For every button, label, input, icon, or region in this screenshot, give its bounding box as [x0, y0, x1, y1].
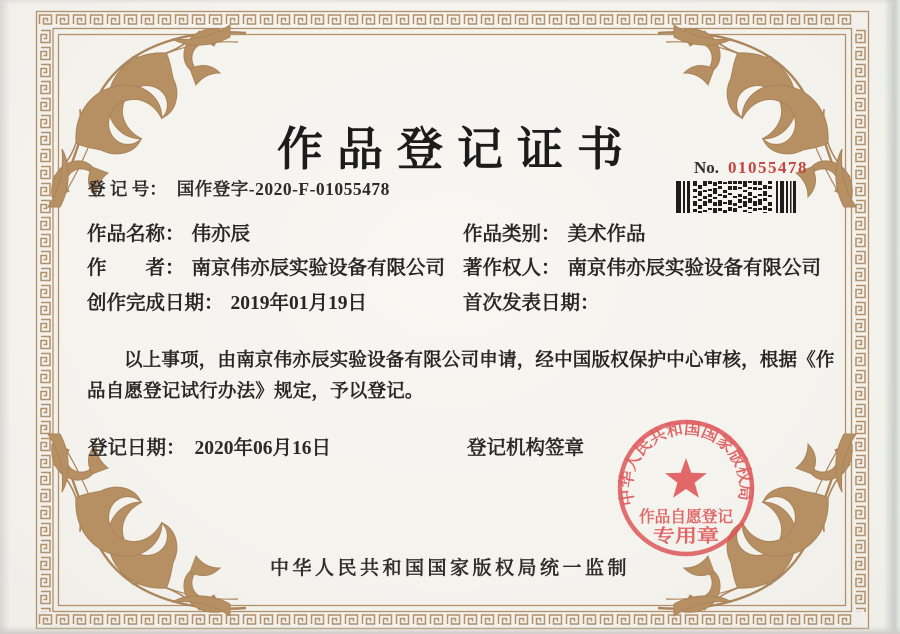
signature-caption: 登记机构签章 — [467, 438, 585, 459]
field-author-value: 南京伟亦辰实验设备有限公司 — [191, 258, 446, 279]
field-work-name-label: 作品名称： — [87, 224, 185, 245]
field-creation-date-value: 2019年01月19日 — [230, 293, 368, 314]
seal-arc-text: 中华人民共和国国家版权局 — [616, 418, 756, 508]
seal-line2: 专用章 — [653, 526, 707, 546]
barcode — [676, 181, 796, 213]
serial-prefix: No. — [694, 158, 720, 177]
issuer-footer: 中华人民共和国国家版权局统一监制 — [269, 558, 630, 579]
seal-line1: 作品自愿登记 — [639, 509, 736, 526]
field-work-category-value: 美术作品 — [567, 224, 646, 245]
registration-statement: 以上事项，由南京伟亦辰实验设备有限公司申请，经中国版权保护中心审核，根据《作品自愿登记试行办法》规定，予以登记。 — [87, 351, 835, 402]
field-work-name-value: 伟亦辰 — [191, 224, 251, 245]
field-copyright-owner-label: 著作权人： — [463, 258, 561, 279]
field-work-name — [87, 218, 250, 246]
field-creation-date-label: 创作完成日期： — [87, 293, 224, 314]
registration-number-label: 登 记 号： — [88, 179, 167, 199]
copyright-office-seal — [596, 398, 776, 578]
serial-block — [676, 158, 846, 213]
field-first-publication-date-label: 首次发表日期： — [463, 293, 600, 314]
registration-number-row — [88, 176, 390, 201]
field-first-publication-date — [463, 287, 607, 315]
registration-date-value: 2020年06月16日 — [194, 438, 332, 459]
field-author-label: 作 者： — [87, 258, 185, 279]
field-creation-date — [87, 287, 367, 315]
serial-number-line — [676, 158, 846, 178]
serial-number: 01055478 — [728, 158, 809, 177]
certificate-title: 作品登记证书 — [277, 123, 637, 175]
field-work-category — [463, 218, 646, 246]
field-author — [87, 252, 445, 280]
field-copyright-owner — [463, 252, 821, 280]
seal-star-icon — [665, 458, 707, 498]
field-copyright-owner-value: 南京伟亦辰实验设备有限公司 — [567, 258, 822, 279]
corner-flourish-bottom-left — [48, 434, 246, 616]
registration-number-value: 国作登字-2020-F-01055478 — [176, 179, 390, 199]
registration-date-row — [88, 432, 331, 460]
field-work-category-label: 作品类别： — [463, 224, 561, 245]
registration-date-label: 登记日期： — [88, 438, 186, 459]
